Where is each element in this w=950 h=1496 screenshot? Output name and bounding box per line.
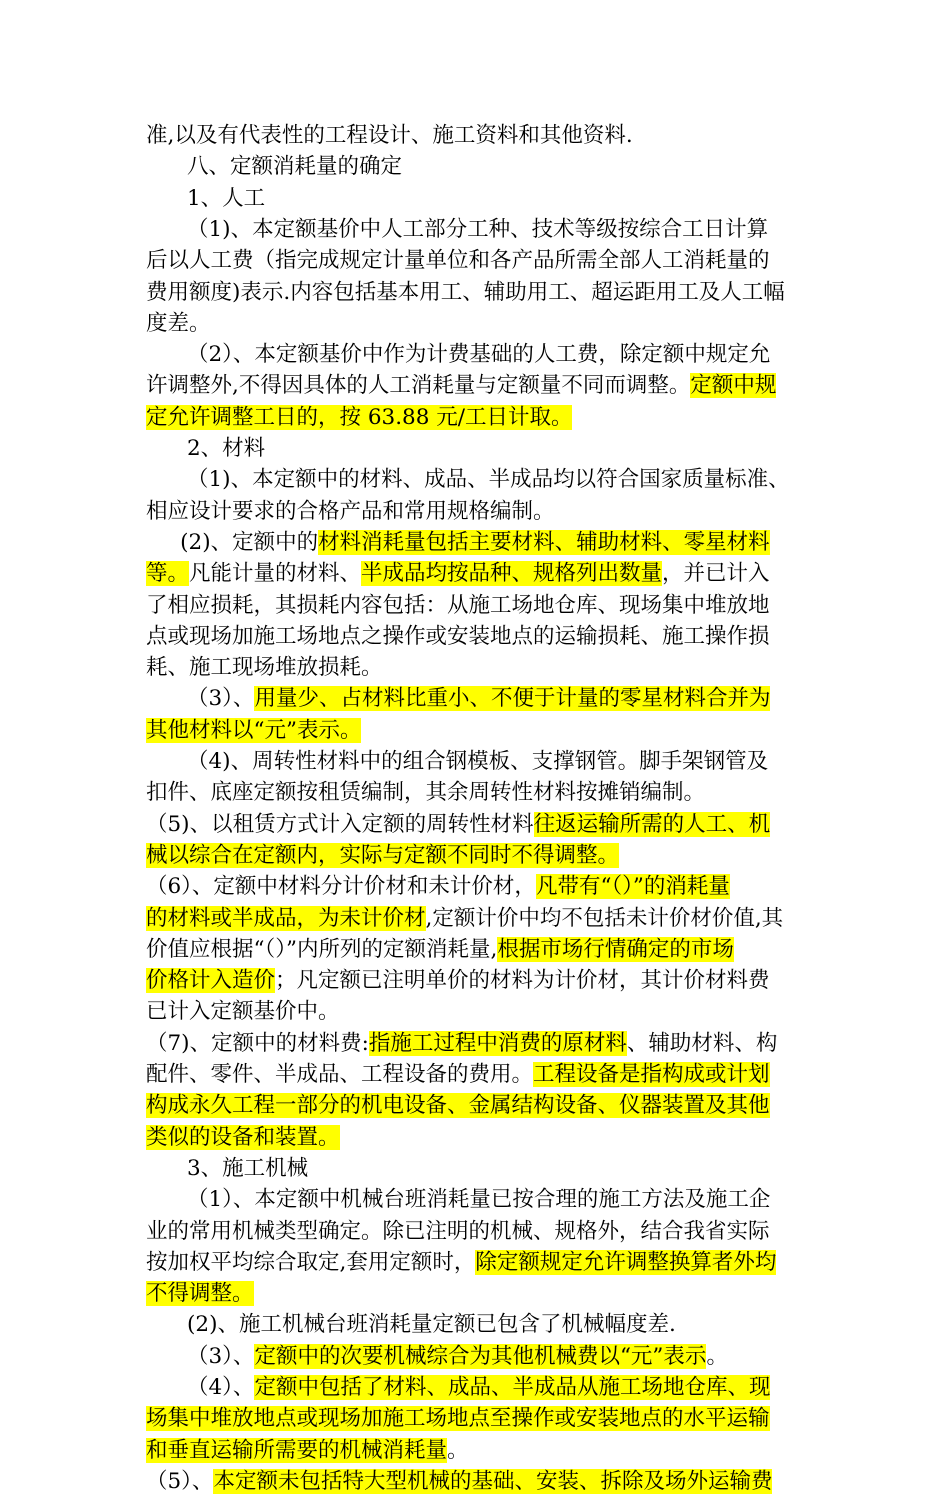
highlighted-text: 的材料或半成品，为未计价材 — [146, 905, 426, 931]
text-line — [146, 1030, 806, 1058]
text-segment: 3、施工机械 — [146, 1155, 309, 1181]
highlighted-text: 定额中包括了材料、成品、半成品从施工场地仓库、现 — [254, 1375, 771, 1400]
highlighted-text: 等。 — [146, 561, 190, 587]
text-segment: （2）、本定额基价中作为计费基础的人工费，除定额中规定允 — [146, 342, 771, 368]
highlighted-text: 构成永久工程一部分的机电设备、金属结构设备、仪器装置及其他 — [146, 1093, 770, 1119]
text-line — [146, 341, 806, 369]
text-segment: （5)、以租赁方式计入定额的周转性材料 — [146, 811, 534, 837]
text-segment: 准,以及有代表性的工程设计、施工资料和其他资料. — [146, 123, 633, 148]
text-segment: 八、定额消耗量的确定 — [146, 154, 403, 180]
text-segment: 相应设计要求的合格产品和常用规格编制。 — [146, 498, 555, 524]
text-segment: 许调整外,不得因具体的人工消耗量与定额量不同而调整。 — [146, 373, 691, 399]
text-line — [146, 153, 806, 181]
text-segment: （4)、周转性材料中的组合钢模板、支撑钢管。脚手架钢管及 — [146, 749, 769, 774]
highlighted-text: 材料消耗量包括主要材料、辅助材料、零星材料 — [318, 529, 770, 555]
highlighted-text: 其他材料以“元”表示。 — [146, 717, 362, 743]
text-line — [146, 1405, 806, 1433]
text-segment: 了相应损耗，其损耗内容包括：从施工场地仓库、现场集中堆放地 — [146, 592, 770, 618]
text-line — [146, 1061, 806, 1089]
text-segment: 价值应根据“（）”内所列的定额消耗量, — [146, 936, 498, 962]
text-segment: 配件、零件、半成品、工程设备的费用。 — [146, 1062, 534, 1087]
text-line — [146, 1249, 806, 1277]
text-segment: 后以人工费（指完成规定计量单位和各产品所需全部人工消耗量的 — [146, 248, 770, 274]
text-line — [146, 779, 806, 807]
text-line — [146, 122, 806, 150]
text-line — [146, 967, 806, 995]
text-line — [146, 560, 806, 588]
highlighted-text: 械以综合在定额内，实际与定额不同时不得调整。 — [146, 842, 620, 868]
text-line — [146, 905, 806, 933]
text-segment: （5）、 — [146, 1468, 214, 1494]
text-line — [146, 1155, 806, 1183]
text-segment: （1)、本定额中的材料、成品、半成品均以符合国家质量标准、 — [146, 467, 790, 493]
highlighted-text: 不得调整。 — [146, 1281, 254, 1307]
text-segment: 扣件、底座定额按租赁编制，其余周转性材料按摊销编制。 — [146, 780, 706, 806]
highlighted-text: 指施工过程中消费的原材料 — [368, 1030, 627, 1056]
text-line — [146, 1218, 806, 1246]
text-segment: （7)、定额中的材料费: — [146, 1030, 369, 1056]
text-segment: 2、材料 — [146, 436, 266, 461]
text-line — [146, 404, 806, 432]
text-line — [146, 623, 806, 651]
text-line — [146, 717, 806, 745]
text-segment: ，并已计入 — [662, 561, 770, 587]
text-segment: (2)、定额中的 — [146, 529, 319, 555]
text-line — [146, 372, 806, 400]
highlighted-text: 工程设备是指构成或计划 — [533, 1062, 770, 1087]
text-line — [146, 529, 806, 557]
text-segment: 凡能计量的材料、 — [189, 561, 362, 587]
text-line — [146, 811, 806, 839]
text-line — [146, 247, 806, 275]
text-segment: 业的常用机械类型确定。除已注明的机械、规格外，结合我省实际 — [146, 1218, 770, 1244]
text-line — [146, 842, 806, 870]
text-line — [146, 1280, 806, 1308]
text-line — [146, 435, 806, 463]
text-segment: 度差。 — [146, 310, 211, 336]
text-segment: 耗、施工现场堆放损耗。 — [146, 655, 383, 681]
text-segment: 、辅助材料、构 — [626, 1030, 778, 1056]
text-line — [146, 216, 806, 244]
highlighted-text: 定允许调整工日的，按 63.88 元/工日计取。 — [146, 404, 573, 430]
text-line — [146, 1374, 806, 1402]
text-segment: （6）、定额中材料分计价材和未计价材， — [146, 874, 536, 900]
highlighted-text: 本定额未包括特大型机械的基础、安装、拆除及场外运输费 — [213, 1468, 773, 1494]
text-segment: （3）、 — [146, 1343, 255, 1369]
text-line — [146, 592, 806, 620]
text-line — [146, 1468, 806, 1496]
text-segment: （3）、 — [146, 686, 255, 712]
text-segment: (2)、施工机械台班消耗量定额已包含了机械幅度差. — [146, 1312, 676, 1338]
text-line — [146, 685, 806, 713]
highlighted-text: 和垂直运输所需要的机械消耗量 — [146, 1437, 448, 1463]
text-segment: （4）、 — [146, 1375, 255, 1400]
highlighted-text: 类似的设备和装置。 — [146, 1124, 340, 1150]
highlighted-text: 往返运输所需的人工、机 — [533, 811, 771, 837]
highlighted-text: 价格计入造价 — [146, 968, 276, 994]
text-line — [146, 185, 806, 213]
text-line — [146, 498, 806, 526]
text-segment: ,定额计价中均不包括未计价材价值,其 — [425, 905, 784, 931]
text-line — [146, 1092, 806, 1120]
text-line — [146, 1124, 806, 1152]
text-segment: 。 — [447, 1437, 469, 1463]
text-segment: 已计入定额基价中。 — [146, 999, 340, 1025]
highlighted-text: 定额中规 — [690, 373, 777, 399]
text-line — [146, 1343, 806, 1371]
text-line — [146, 310, 806, 338]
text-line — [146, 936, 806, 964]
text-line — [146, 466, 806, 494]
text-line — [146, 873, 806, 901]
text-line — [146, 998, 806, 1026]
highlighted-text: 定额中的次要机械综合为其他机械费以“元”表示 — [254, 1343, 707, 1369]
highlighted-text: 场集中堆放地点或现场加施工场地点至操作或安装地点的水平运输 — [146, 1406, 770, 1432]
text-segment: ；凡定额已注明单价的材料为计价材，其计价材料费 — [275, 968, 770, 994]
highlighted-text: 根据市场行情确定的市场 — [497, 936, 734, 962]
text-line — [146, 1311, 806, 1339]
highlighted-text: 除定额规定允许调整换算者外均 — [475, 1249, 777, 1275]
text-segment: 点或现场加施工场地点之操作或安装地点的运输损耗、施工操作损 — [146, 623, 770, 649]
text-line — [146, 748, 806, 776]
text-segment: 按加权平均综合取定,套用定额时， — [146, 1249, 476, 1275]
highlighted-text: 凡带有“（）”的消耗量 — [535, 874, 730, 900]
highlighted-text: 用量少、占材料比重小、不便于计量的零星材料合并为 — [254, 686, 771, 712]
text-line — [146, 1186, 806, 1214]
text-line — [146, 654, 806, 682]
text-segment: （1)、本定额基价中人工部分工种、技术等级按综合工日计算 — [146, 216, 769, 242]
text-segment: 费用额度)表示.内容包括基本用工、辅助用工、超运距用工及人工幅 — [146, 279, 785, 305]
text-segment: （1）、本定额中机械台班消耗量已按合理的施工方法及施工企 — [146, 1187, 771, 1213]
text-line — [146, 1437, 806, 1465]
text-line — [146, 279, 806, 307]
text-segment: 。 — [706, 1343, 728, 1369]
highlighted-text: 半成品均按品种、规格列出数量 — [361, 561, 663, 587]
text-segment: 1、人工 — [146, 185, 266, 211]
